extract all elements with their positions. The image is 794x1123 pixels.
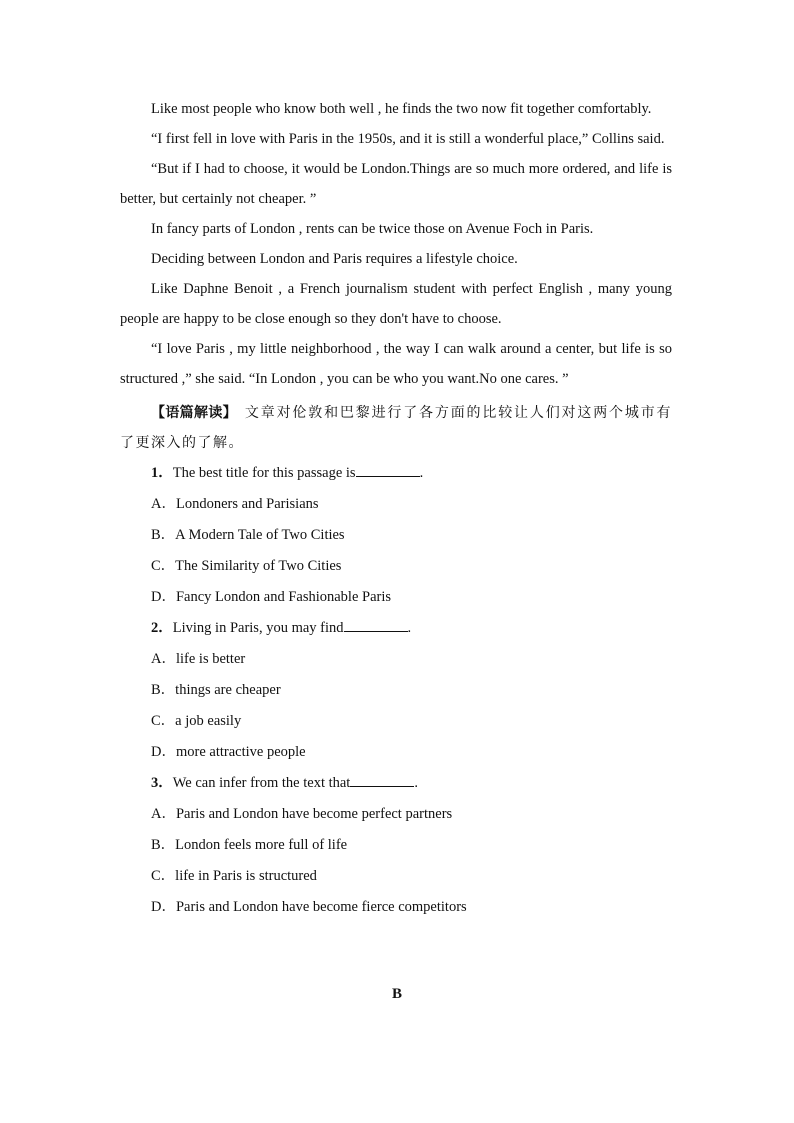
passage-paragraph-6: Like Daphne Benoit , a French journalism student with perfect English , many young people are happy to be close enough so they don't have to choose. — [120, 281, 672, 327]
question-list — [120, 458, 672, 923]
option-d[interactable]: D．Paris and London have become fierce competitors — [151, 899, 467, 915]
option-b[interactable]: B．London feels more full of life — [151, 837, 348, 853]
question-text: Living in Paris, you may find — [172, 620, 344, 636]
option-a[interactable]: A．Paris and London have become perfect partners — [151, 806, 453, 822]
document-page — [120, 94, 672, 923]
question-number: 2． — [151, 620, 173, 636]
passage-analysis — [120, 398, 672, 458]
option-b[interactable]: B．things are cheaper — [151, 682, 281, 698]
passage-paragraph-1: Like most people who know both well , he finds the two now fit together comfortably. — [151, 101, 652, 117]
question-end: . — [414, 775, 418, 791]
option-a[interactable]: A．Londoners and Parisians — [151, 496, 319, 512]
passage-paragraph-4: In fancy parts of London , rents can be twice those on Avenue Foch in Paris. — [151, 221, 594, 237]
section-marker: B — [391, 986, 402, 1002]
question-1 — [120, 458, 672, 613]
option-a[interactable]: A．life is better — [151, 651, 246, 667]
option-d[interactable]: D．more attractive people — [151, 744, 306, 760]
passage — [120, 94, 672, 394]
passage-paragraph-7: “I love Paris , my little neighborhood , the way I can walk around a center, but life is so structured ,” she said. “In London , you can be who you want.No one cares. ” — [120, 341, 672, 387]
question-text: The best title for this passage is — [172, 465, 356, 481]
question-stem — [120, 458, 672, 489]
option-b[interactable]: B．A Modern Tale of Two Cities — [151, 527, 345, 543]
question-end: . — [419, 465, 424, 481]
option-d[interactable]: D．Fancy London and Fashionable Paris — [151, 589, 392, 605]
answer-blank[interactable] — [350, 772, 414, 787]
question-stem — [120, 768, 672, 799]
answer-blank[interactable] — [356, 462, 420, 477]
option-c[interactable]: C．life in Paris is structured — [151, 868, 317, 884]
question-text: We can infer from the text that — [172, 775, 351, 791]
passage-paragraph-3: “But if I had to choose, it would be London.Things are so much more ordered, and life is better, but certainly not cheaper. ” — [120, 161, 672, 207]
analysis-label: 【语篇解读】 — [151, 405, 237, 421]
question-2 — [120, 613, 672, 768]
passage-paragraph-5: Deciding between London and Paris requires a lifestyle choice. — [151, 251, 518, 267]
question-3 — [120, 768, 672, 923]
question-number: 1． — [151, 465, 173, 481]
question-stem — [120, 613, 672, 644]
answer-blank[interactable] — [344, 617, 408, 632]
question-number: 3． — [151, 775, 173, 791]
option-c[interactable]: C．a job easily — [151, 713, 242, 729]
passage-paragraph-2: “I first fell in love with Paris in the 1950s, and it is still a wonderful place,” Collins said. — [151, 131, 665, 147]
option-c[interactable]: C．The Similarity of Two Cities — [151, 558, 342, 574]
analysis-text: 文章对伦敦和巴黎进行了各方面的比较让人们对这两个城市有了更深入的了解。 — [120, 405, 673, 451]
question-end: . — [407, 620, 412, 636]
